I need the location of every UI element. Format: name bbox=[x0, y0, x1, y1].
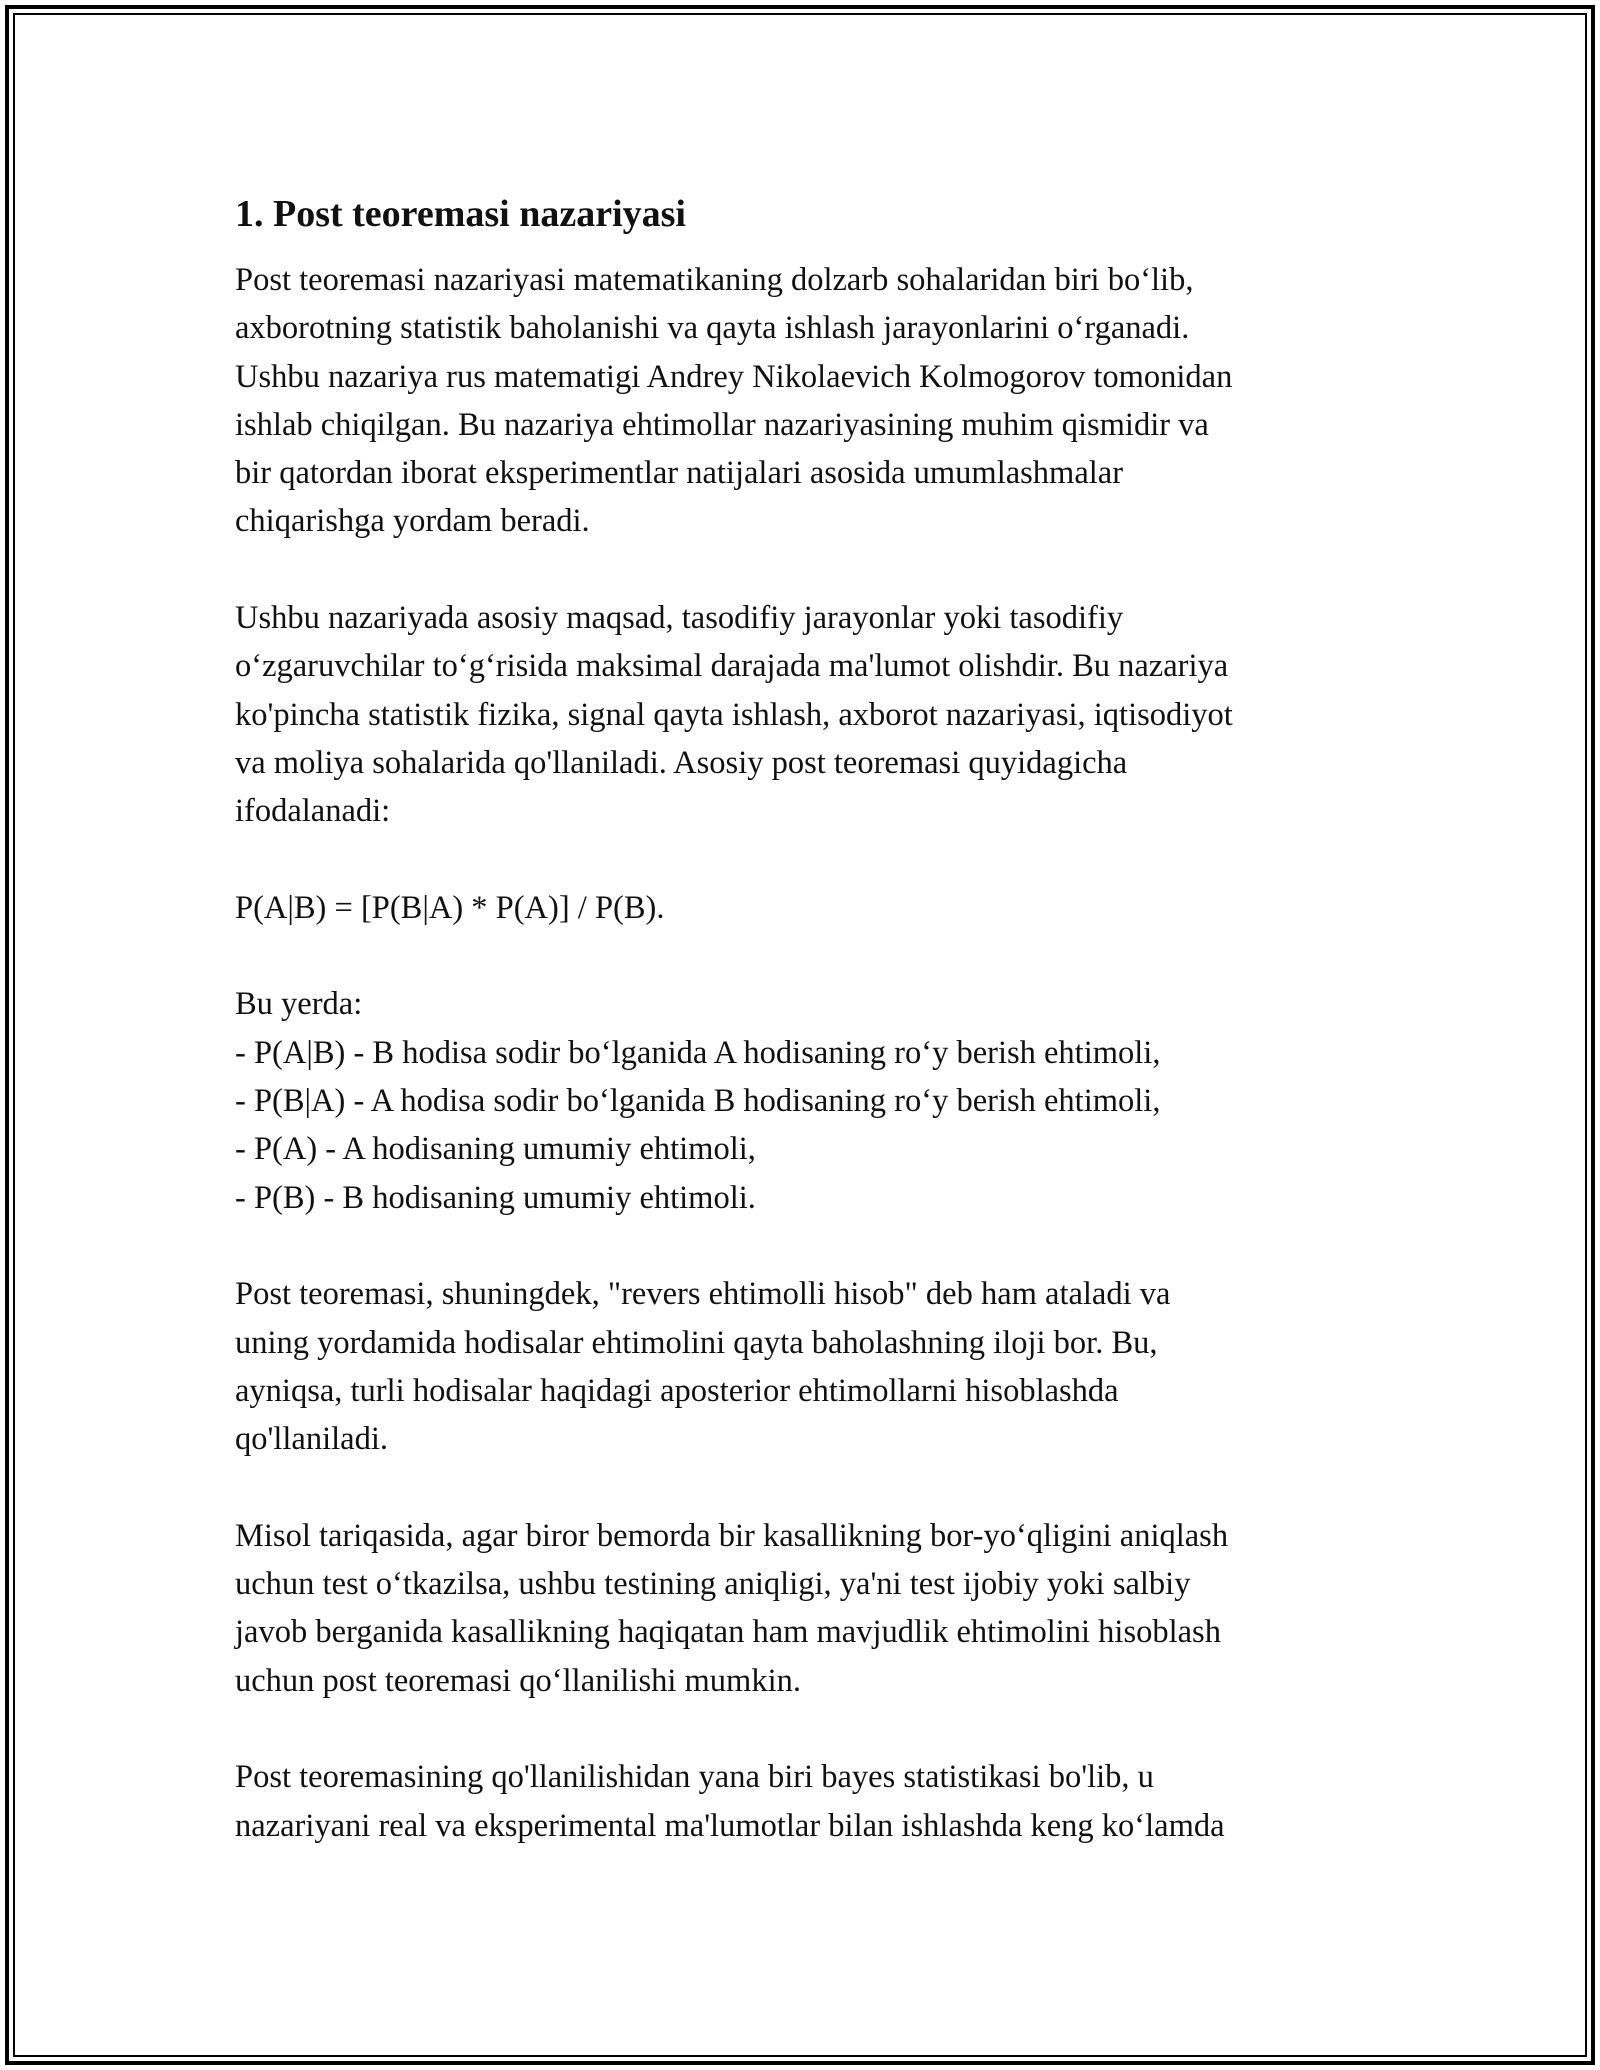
list-item: - P(B|A) - A hodisa sodir bo‘lganida B hodisaning ro‘y berish ehtimoli, bbox=[235, 1083, 1161, 1120]
list-item: - P(B) - B hodisaning umumiy ehtimoli. bbox=[235, 1179, 756, 1216]
paragraph-goal: Ushbu nazariyada asosiy maqsad, tasodifiy jarayonlar yoki tasodifiy o‘zgaruvchilar to‘g‘risida maksimal darajada ma'lumot olishdir. Bu nazariya ko'pincha statistik fizika, signal qayta ishlash, axborot nazariyasi, iqtisodiyot va moliya sohalarida qo'llaniladi. Asosiy post teoremasi quyidagicha ifodalanadi: bbox=[235, 600, 1233, 830]
paragraph-reverse: Post teoremasi, shuningdek, "revers ehtimolli hisob" deb ham ataladi va uning yordamida hodisalar ehtimolini qayta baholashning iloji bor. Bu, ayniqsa, turli hodisalar haqidagi aposterior ehtimollarni hisoblashda qo'llaniladi. bbox=[235, 1276, 1171, 1458]
definition-list bbox=[235, 1029, 1365, 1222]
document-body bbox=[235, 186, 1365, 1898]
list-intro: Bu yerda: bbox=[235, 986, 363, 1023]
paragraph-intro: Post teoremasi nazariyasi matematikaning dolzarb sohalaridan biri bo‘lib, axborotning statistik baholanishi va qayta ishlash jarayonlarini o‘rganadi. Ushbu nazariya rus matematigi Andrey Nikolaevich Kolmogorov tomonidan ishlab chiqilgan. Bu nazariya ehtimollar nazariyasining muhim qismidir va bir qatordan iborat eksperimentlar natijalari asosida umumlashmalar chiqarishga yordam beradi. bbox=[235, 262, 1233, 540]
formula: P(A|B) = [P(B|A) * P(A)] / P(B). bbox=[235, 889, 665, 926]
paragraph-example: Misol tariqasida, agar biror bemorda bir kasallikning bor-yo‘qligini aniqlash uchun test o‘tkazilsa, ushbu testining aniqligi, ya'ni test ijobiy yoki salbiy javob berganida kasallikning haqiqatan ham mavjudlik ehtimolini hisoblash uchun post teoremasi qo‘llanilishi mumkin. bbox=[235, 1517, 1229, 1699]
list-item: - P(A) - A hodisaning umumiy ehtimoli, bbox=[235, 1131, 756, 1168]
paragraph-bayes: Post teoremasining qo'llanilishidan yana biri bayes statistikasi bo'lib, u nazariyani real va eksperimental ma'lumotlar bilan ishlashda keng ko‘lamda bbox=[235, 1759, 1225, 1844]
section-heading: 1. Post teoremasi nazariyasi bbox=[235, 193, 686, 235]
list-item: - P(A|B) - B hodisa sodir bo‘lganida A hodisaning ro‘y berish ehtimoli, bbox=[235, 1034, 1161, 1071]
